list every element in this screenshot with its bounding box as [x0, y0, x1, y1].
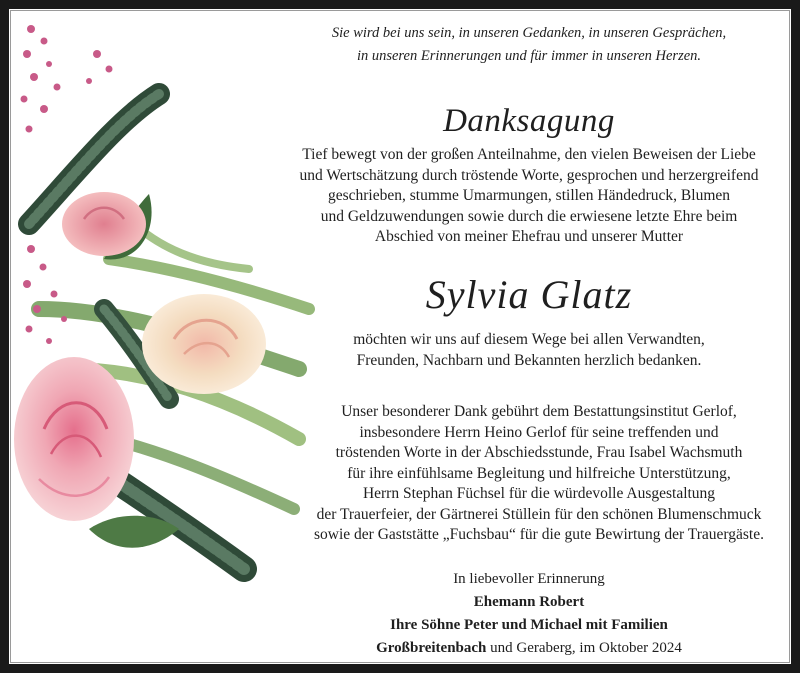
paragraph-line: Abschied von meiner Ehefrau und unserer Mutter: [374, 228, 684, 245]
paragraph-line: und Wertschätzung durch tröstende Worte, gesprochen und herzergreifend: [299, 166, 759, 184]
place-name: Großbreitenbach: [376, 640, 487, 656]
paragraph-line: sowie der Gaststätte „Fuchsbau“ für die gute Bewirtung der Trauergäste.: [314, 526, 764, 543]
quote-line: in unseren Erinnerungen und für immer in unseren Herzen.: [356, 48, 702, 64]
rose-pink-large: [14, 357, 134, 521]
rose-cream: [142, 294, 266, 394]
paragraph-line: und Geldzuwendungen sowie durch die erwiesene letzte Ehre beim: [320, 207, 738, 225]
deceased-name: Sylvia Glatz: [425, 272, 633, 317]
paragraph-line: Freunden, Nachbarn und Bekannten herzlich bedanken.: [356, 351, 702, 369]
quote-line: Sie wird bei uns sein, in unseren Gedanken, in unseren Gesprächen,: [331, 25, 727, 41]
paragraph-line: Tief bewegt von der großen Anteilnahme, den vielen Beweisen der Liebe: [302, 146, 756, 163]
memory-line: In liebevoller Erinnerung: [453, 571, 605, 587]
paragraph-line: der Trauerfeier, der Gärtnerei Stüllein für den schönen Blumenschmuck: [316, 505, 762, 523]
place-date-rest: und Geraberg, im Oktober 2024: [486, 640, 682, 656]
memorial-quote: [264, 22, 794, 68]
thanks-intro-paragraph: [264, 145, 794, 248]
paragraph-line: möchten wir uns auf diesem Wege bei allen Verwandten,: [353, 331, 705, 348]
paragraph-line: geschrieben, stumme Umarmungen, stillen Händedruck, Blumen: [327, 187, 731, 204]
paragraph-line: insbesondere Herrn Heino Gerlof für seine treffenden und: [359, 423, 719, 441]
paragraph-line: Herrn Stephan Füchsel für die würdevolle Ausgestaltung: [362, 485, 716, 502]
paragraph-line: tröstenden Worte in der Abschiedsstunde, Frau Isabel Wachsmuth: [335, 444, 743, 461]
paragraph-line: Unser besonderer Dank gebührt dem Bestattungsinstitut Gerlof,: [341, 403, 737, 420]
special-thanks-paragraph: [274, 402, 800, 546]
rose-small-top: [62, 192, 146, 256]
signer-husband: Ehemann Robert: [473, 594, 585, 610]
closing-signature: [264, 568, 794, 660]
place-date-line: [264, 637, 794, 660]
paragraph-line: für ihre einfühlsame Begleitung und hilfreiche Unterstützung,: [347, 464, 731, 482]
page-title: Danksagung: [443, 103, 615, 139]
thanks-all-paragraph: [264, 330, 794, 371]
signer-children: Ihre Söhne Peter und Michael mit Familien: [390, 617, 668, 633]
